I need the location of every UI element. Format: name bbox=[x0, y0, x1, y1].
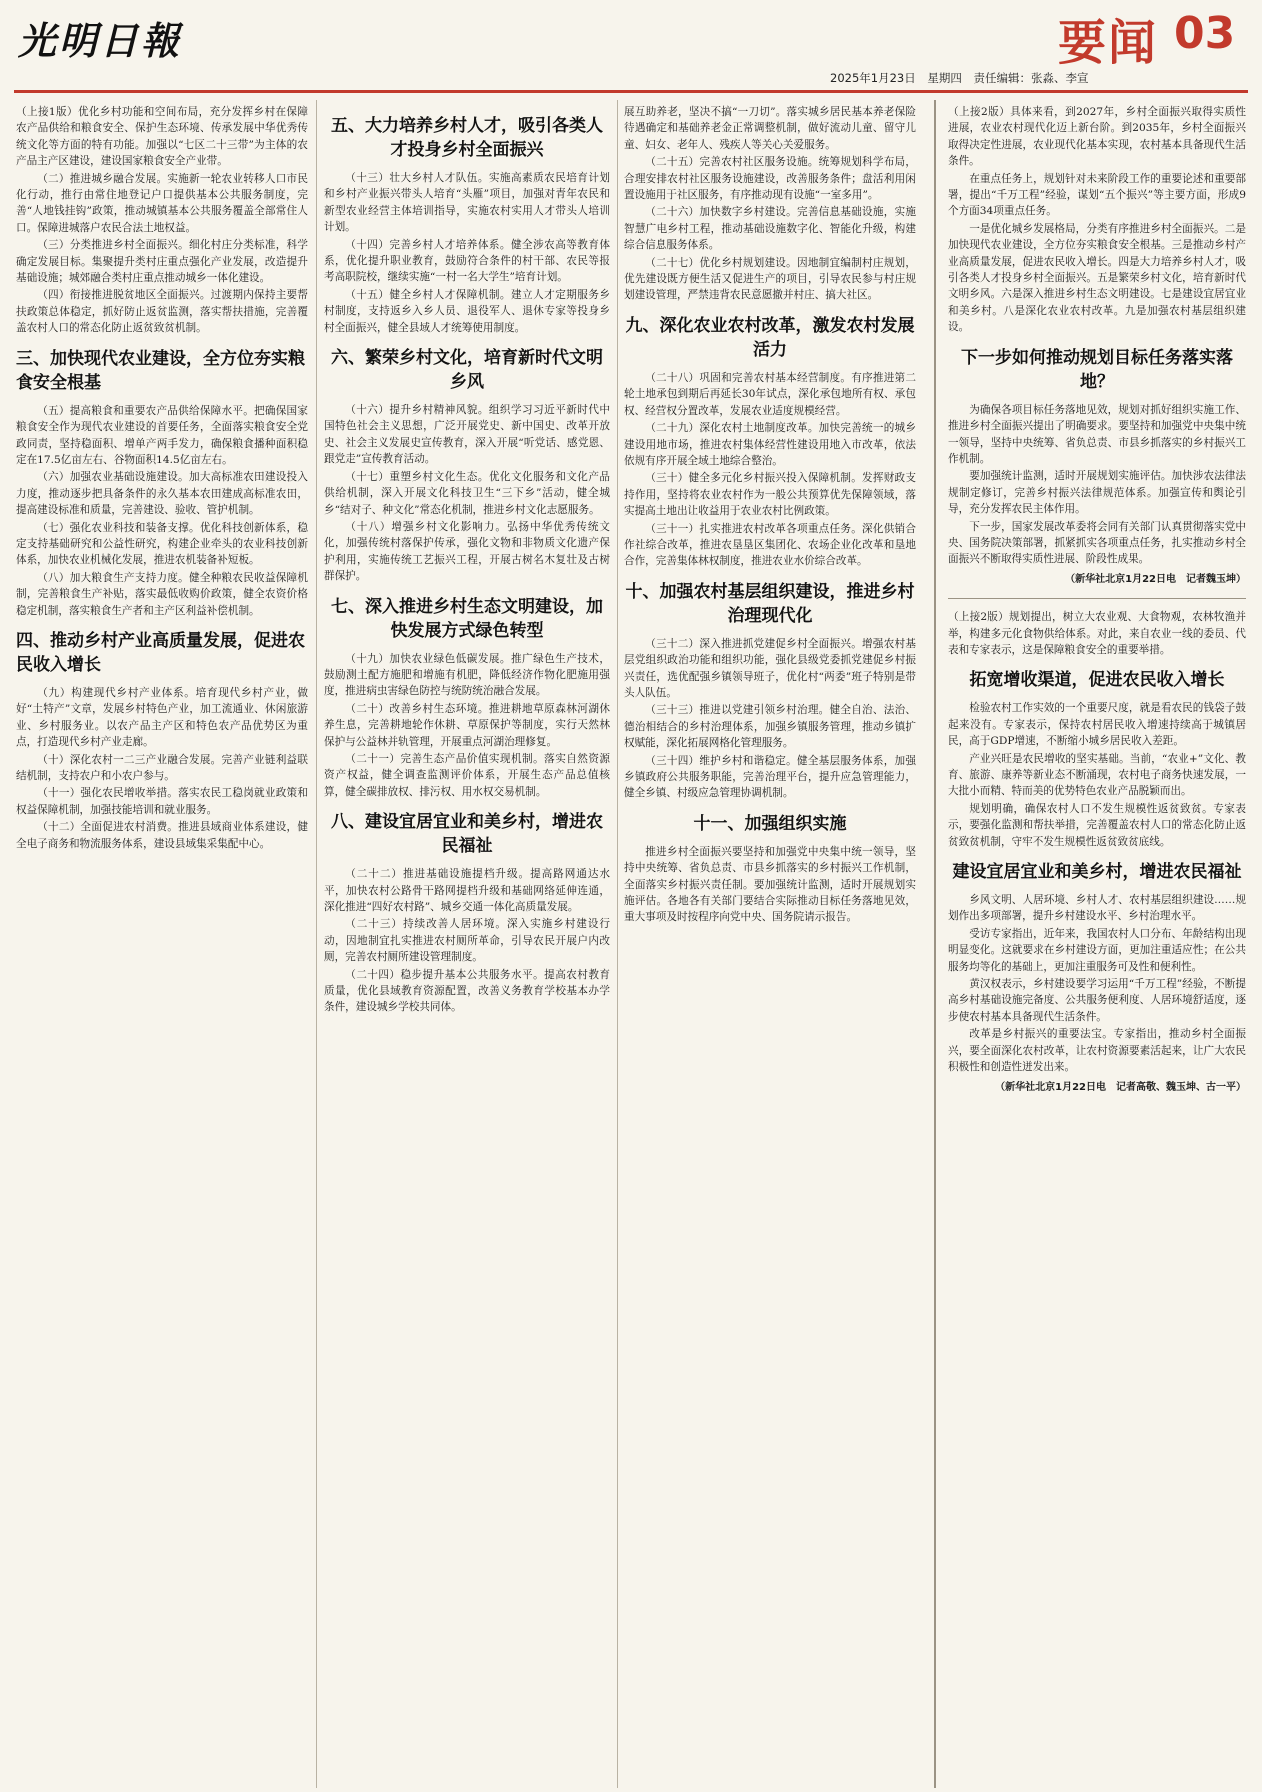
paragraph: 产业兴旺是农民增收的坚实基础。当前，“农业+”文化、教育、旅游、康养等新业态不断涌现，农村电子商务快速发展，一大批小而精、特而美的优势特色农业产品脱颖而出。 bbox=[948, 752, 1246, 798]
paragraph: （五）提高粮食和重要农产品供给保障水平。把确保国家粮食安全作为现代农业建设的首要任务，全面落实粮食安全党政同责，坚持稳面积、增单产两手发力，确保粮食播种面积稳定在17.5亿亩左右、谷物面积14.5亿亩左右。 bbox=[16, 404, 308, 466]
paragraph: 一是优化城乡发展格局，分类有序推进乡村全面振兴。二是加快现代农业建设，全方位夯实粮食安全根基。三是推动乡村产业高质量发展，促进农民收入增长。四是大力培养乡村人才，吸引各类人才投身乡村全面振兴。五是繁荣乡村文化，培育新时代文明乡风。六是深入推进乡村生态文明建设。七是建设宜居宜业和美乡村。八是深化农业农村改革。九是加强农村基层组织建设。 bbox=[948, 222, 1246, 334]
paragraph: （二十）改善乡村生态环境。推进耕地草原森林河湖休养生息，完善耕地轮作休耕、草原保护等制度，实行天然林保护与公益林并轨管理，开展重点河湖治理修复。 bbox=[324, 702, 610, 748]
paragraph: （三十二）深入推进抓党建促乡村全面振兴。增强农村基层党组织政治功能和组织功能，强化县级党委抓党建促乡村振兴责任，选优配强乡镇领导班子，优化村“两委”班子特别是带头人队伍。 bbox=[624, 637, 916, 699]
paragraph: （二十二）推进基础设施提档升级。提高路网通达水平，加快农村公路骨干路网提档升级和基础网络延伸连通，深化推进“四好农村路”、城乡交通一体化高质量发展。 bbox=[324, 868, 610, 913]
byline: （新华社北京1月22日电 记者魏玉坤） bbox=[1065, 573, 1246, 585]
paragraph: （三十三）推进以党建引领乡村治理。健全自治、法治、德治相结合的乡村治理体系，加强乡镇服务管理，推动乡镇扩权赋能，深化拓展网格化管理服务。 bbox=[624, 704, 916, 750]
paragraph: （六）加强农业基础设施建设。加大高标准农田建设投入力度，推动逐步把具备条件的永久基本农田建成高标准农田，提高建设标准和质量，完善建设、验收、管护机制。 bbox=[16, 471, 308, 517]
section-heading: 四、推动乡村产业高质量发展，促进农民收入增长 bbox=[16, 630, 305, 675]
article-column-4 bbox=[948, 104, 1246, 1784]
paragraph: （二）推进城乡融合发展。实施新一轮农业转移人口市民化行动，推行由常住地登记户口提供基本公共服务制度，完善“人地钱挂钩”政策，推动城镇基本公共服务覆盖全部常住人口。保障进城落户农民合法土地权益。 bbox=[16, 172, 308, 234]
paragraph: （上接2版）具体来看，到2027年，乡村全面振兴取得实质性进展，农业农村现代化迈上新台阶。到2035年，乡村全面振兴取得决定性进展，农业现代化基本实现，农村基本具备现代生活条件。 bbox=[948, 106, 1246, 168]
paragraph: （十二）全面促进农村消费。推进县域商业体系建设，健全电子商务和物流服务体系，建设县域集采集配中心。 bbox=[16, 821, 308, 850]
paragraph: 改革是乡村振兴的重要法宝。专家指出，推动乡村全面振兴，要全面深化农村改革，让农村资源要素活起来，让广大农民积极性和创造性迸发出来。 bbox=[948, 1028, 1246, 1074]
paragraph: （二十一）完善生态产品价值实现机制。落实自然资源资产权益，健全调查监测评价体系，开展生态产品总值核算，健全碳排放权、排污权、用水权交易机制。 bbox=[324, 752, 610, 798]
page-number: 03 bbox=[1174, 8, 1236, 59]
date-line bbox=[830, 70, 1097, 86]
paragraph: （二十八）巩固和完善农村基本经营制度。有序推进第二轮土地承包到期后再延长30年试点，深化承包地所有权、承包权、经营权分置改革，发展农业适度规模经营。 bbox=[624, 371, 916, 417]
paragraph: （二十六）加快数字乡村建设。完善信息基础设施，实施智慧广电乡村工程，推动基础设施数字化、智能化升级，构建综合信息服务体系。 bbox=[624, 206, 916, 252]
editor-credit: 责任编辑：张淼、李宣 bbox=[973, 71, 1089, 85]
paragraph: 推进乡村全面振兴要坚持和加强党中央集中统一领导，坚持中央统筹、省负总责、市县乡抓落实的乡村振兴工作机制，全面落实乡村振兴责任制。要加强统计监测，适时开展规划实施评估。各地各有关部门要结合实际推动目标任务落地见效，重大事项及时按程序向党中央、国务院请示报告。 bbox=[624, 845, 916, 924]
paragraph: （七）强化农业科技和装备支撑。优化科技创新体系，稳定支持基础研究和公益性研究，构建企业牵头的农业科技创新体系，加快农业机械化发展，推进农机装备补短板。 bbox=[16, 521, 308, 567]
section-heading: 下一步如何推动规划目标任务落实落地？ bbox=[961, 347, 1233, 392]
paragraph: （二十九）深化农村土地制度改革。加快完善统一的城乡建设用地市场，推进农村集体经营性建设用地入市改革，依法依规有序开展全域土地综合整治。 bbox=[624, 422, 916, 467]
column-divider bbox=[934, 100, 936, 1788]
section-heading: 十、加强农村基层组织建设，推进乡村治理现代化 bbox=[625, 581, 915, 626]
paragraph: （十）深化农村一二三产业融合发展。完善产业链利益联结机制，支持农户和小农户参与。 bbox=[16, 753, 308, 782]
paragraph: （二十四）稳步提升基本公共服务水平。提高农村教育质量，优化县域教育资源配置，改善义务教育学校基本办学条件，建设城乡学校共同体。 bbox=[324, 968, 610, 1014]
article-separator bbox=[948, 598, 1246, 599]
paragraph: （三十一）扎实推进农村改革各项重点任务。深化供销合作社综合改革，推进农垦垦区集团化、农场企业化改革和垦地合作，完善集体林权制度，推进农业水价综合改革。 bbox=[624, 522, 916, 568]
paragraph: （三十）健全多元化乡村振兴投入保障机制。发挥财政支持作用，坚持将农业农村作为一般公共预算优先保障领域，落实提高土地出让收益用于农业农村比例政策。 bbox=[624, 472, 916, 518]
byline: （新华社北京1月22日电 记者高敬、魏玉坤、古一平） bbox=[995, 1081, 1246, 1093]
section-heading: 拓宽增收渠道，促进农民收入增长 bbox=[969, 670, 1225, 691]
paragraph: （十八）增强乡村文化影响力。弘扬中华优秀传统文化，加强传统村落保护传承，强化文物和非物质文化遗产保护利用，实施传统工艺振兴工程，开展古树名木复壮及古树群保护。 bbox=[324, 520, 610, 583]
paragraph: （十四）完善乡村人才培养体系。健全涉农高等教育体系，优化提升职业教育，鼓励符合条件的村干部、农民等报考高职院校，继续实施“一村一名大学生”培育计划。 bbox=[324, 238, 610, 284]
paragraph: 乡风文明、人居环境、乡村人才、农村基层组织建设……规划作出多项部署，提升乡村建设水平、乡村治理水平。 bbox=[948, 894, 1246, 923]
section-heading: 三、加快现代农业建设，全方位夯实粮食安全根基 bbox=[16, 348, 305, 393]
masthead bbox=[0, 0, 1262, 92]
paragraph: 规划明确，确保农村人口不发生规模性返贫致贫。专家表示，要强化监测和帮扶举措，完善覆盖农村人口的常态化防止返贫致贫机制，守牢不发生规模性返贫致贫底线。 bbox=[948, 802, 1246, 848]
section-heading: 八、建设宜居宜业和美乡村，增进农民福祉 bbox=[331, 812, 603, 857]
paragraph: （三十四）维护乡村和谐稳定。健全基层服务体系，加强乡镇政府公共服务职能，完善治理平台，提升应急管理能力，健全乡镇、村级应急管理协调机制。 bbox=[624, 754, 916, 800]
paragraph: （十七）重塑乡村文化生态。优化文化服务和文化产品供给机制，深入开展文化科技卫生“三下乡”活动，健全城乡“结对子、种文化”常态化机制，推进乡村文化志愿服务。 bbox=[324, 470, 610, 516]
article-column-2 bbox=[324, 104, 610, 1784]
paragraph: （三）分类推进乡村全面振兴。细化村庄分类标准，科学确定发展目标。集聚提升类村庄重点强化产业发展，改造提升基础设施；城郊融合类村庄重点推动城乡一体化建设。 bbox=[16, 239, 308, 285]
issue-date: 2025年1月23日 bbox=[830, 71, 916, 85]
paragraph: （八）加大粮食生产支持力度。健全种粮农民收益保障机制，完善粮食生产补贴，落实最低收购价政策，健全农资价格稳定机制，落实粮食生产者和主产区利益补偿机制。 bbox=[16, 571, 308, 617]
section-heading: 五、大力培养乡村人才，吸引各类人才投身乡村全面振兴 bbox=[331, 116, 603, 160]
paragraph: （二十三）持续改善人居环境。深入实施乡村建设行动，因地制宜扎实推进农村厕所革命，引导农民开展户内改厕，完善农村厕所建设管理制度。 bbox=[324, 918, 610, 964]
paragraph: 为确保各项目标任务落地见效，规划对抓好组织实施工作、推进乡村全面振兴提出了明确要求。要坚持和加强党中央集中统一领导，坚持中央统筹、省负总责、市县乡抓落实的乡村振兴工作机制。 bbox=[948, 403, 1246, 465]
paragraph: （十五）健全乡村人才保障机制。建立人才定期服务乡村制度，支持返乡入乡人员、退役军人、退休专家等投身乡村全面振兴，健全县域人才统筹使用制度。 bbox=[324, 288, 610, 334]
column-divider bbox=[617, 100, 618, 1788]
paragraph: （上接2版）规划提出，树立大农业观、大食物观，农林牧渔并举，构建多元化食物供给体系。对此，来自农业一线的委员、代表和专家表示，这是保障粮食安全的重要举措。 bbox=[948, 611, 1246, 656]
section-heading: 十一、加强组织实施 bbox=[693, 813, 847, 834]
paragraph: （四）衔接推进脱贫地区全面振兴。过渡期内保持主要帮扶政策总体稳定，抓好防止返贫监测，落实帮扶措施，完善覆盖农村人口的常态化防止返贫致贫机制。 bbox=[16, 289, 308, 335]
article-column-3 bbox=[624, 104, 916, 1784]
paragraph: （十一）强化农民增收举措。落实农民工稳岗就业政策和权益保障机制，加强技能培训和就业服务。 bbox=[16, 787, 308, 816]
weekday: 星期四 bbox=[927, 71, 962, 85]
newspaper-logo: 光明日報 bbox=[18, 18, 183, 63]
paragraph: 在重点任务上，规划针对未来阶段工作的重要论述和重要部署，提出“千万工程”经验，谋划“五个振兴”等主要方面，形成9个方面34项重点任务。 bbox=[948, 172, 1246, 218]
paragraph: 展互助养老，坚决不搞“一刀切”。落实城乡居民基本养老保险待遇确定和基础养老金正常调整机制，做好流动儿童、留守儿童、妇女、老年人、残疾人等关心关爱服务。 bbox=[624, 106, 916, 151]
paragraph: （十三）壮大乡村人才队伍。实施高素质农民培育计划和乡村产业振兴带头人培育“头雁”项目，加强对青年农民和新型农业经营主体培训指导，实施农村实用人才带头人培训计划。 bbox=[324, 172, 610, 234]
section-heading: 七、深入推进乡村生态文明建设，加快发展方式绿色转型 bbox=[331, 596, 603, 641]
paragraph: 检验农村工作实效的一个重要尺度，就是看农民的钱袋子鼓起来没有。专家表示，保持农村居民收入增速持续高于城镇居民，高于GDP增速，不断缩小城乡居民收入差距。 bbox=[948, 702, 1246, 748]
section-heading: 六、繁荣乡村文化，培育新时代文明乡风 bbox=[331, 348, 603, 393]
section-heading: 建设宜居宜业和美乡村，增进农民福祉 bbox=[952, 862, 1242, 883]
masthead-rule bbox=[14, 90, 1248, 93]
paragraph: （上接1版）优化乡村功能和空间布局，充分发挥乡村在保障农产品供给和粮食安全、保护生态环境、传承发展中华优秀传统文化等方面的特有功能。加强以“七区二十三带”为主体的农产品主产区建设，建设国家粮食安全产业带。 bbox=[16, 106, 308, 168]
paragraph: 受访专家指出，近年来，我国农村人口分布、年龄结构出现明显变化。这就要求在乡村建设方面，更加注重适应性；在公共服务均等化的基础上，更加注重服务可及性和便利性。 bbox=[948, 927, 1246, 973]
paragraph: （二十五）完善农村社区服务设施。统筹规划科学布局，合理安排农村社区服务设施建设，改善服务条件；盘活利用闲置设施用于社区服务，有序推动现有设施“一室多用”。 bbox=[624, 156, 916, 202]
paragraph: 下一步，国家发展改革委将会同有关部门认真贯彻落实党中央、国务院决策部署，抓紧抓实各项重点任务，扎实推动乡村全面振兴不断取得实质性进展、阶段性成果。 bbox=[948, 520, 1246, 566]
column-divider bbox=[316, 100, 317, 1788]
paragraph: （二十七）优化乡村规划建设。因地制宜编制村庄规划，优先建设既方便生活又促进生产的项目，引导农民参与村庄规划建设管理，严禁违背农民意愿撤并村庄、搞大社区。 bbox=[624, 256, 916, 302]
section-heading: 九、深化农业农村改革，激发农村发展活力 bbox=[625, 315, 915, 360]
paragraph: （九）构建现代乡村产业体系。培育现代乡村产业，做好“土特产”文章，发展乡村特色产业，加工流通业、休闲旅游业、乡村服务业。以农产品主产区和特色农产品优势区为重点，打造现代乡村产业走廊。 bbox=[16, 686, 308, 749]
section-title: 要闻 bbox=[1058, 15, 1159, 71]
paragraph: （十九）加快农业绿色低碳发展。推广绿色生产技术，鼓励测土配方施肥和增施有机肥，降低经济作物化肥施用强度，推进病虫害绿色防控与统防统治融合发展。 bbox=[324, 652, 610, 698]
paragraph: （十六）提升乡村精神风貌。组织学习习近平新时代中国特色社会主义思想，广泛开展党史、新中国史、改革开放史、社会主义发展史宣传教育，深入开展“听党话、感党恩、跟党走”宣传教育活动。 bbox=[324, 404, 610, 466]
article-column-1 bbox=[16, 104, 308, 1784]
paragraph: 要加强统计监测，适时开展规划实施评估。加快涉农法律法规制定修订，完善乡村振兴法律规范体系。加强宣传和舆论引导，充分发挥农民主体作用。 bbox=[948, 470, 1246, 516]
paragraph: 黄汉权表示，乡村建设要学习运用“千万工程”经验，不断提高乡村基础设施完备度、公共服务便利度、人居环境舒适度，逐步使农村基本具备现代生活条件。 bbox=[948, 978, 1246, 1023]
